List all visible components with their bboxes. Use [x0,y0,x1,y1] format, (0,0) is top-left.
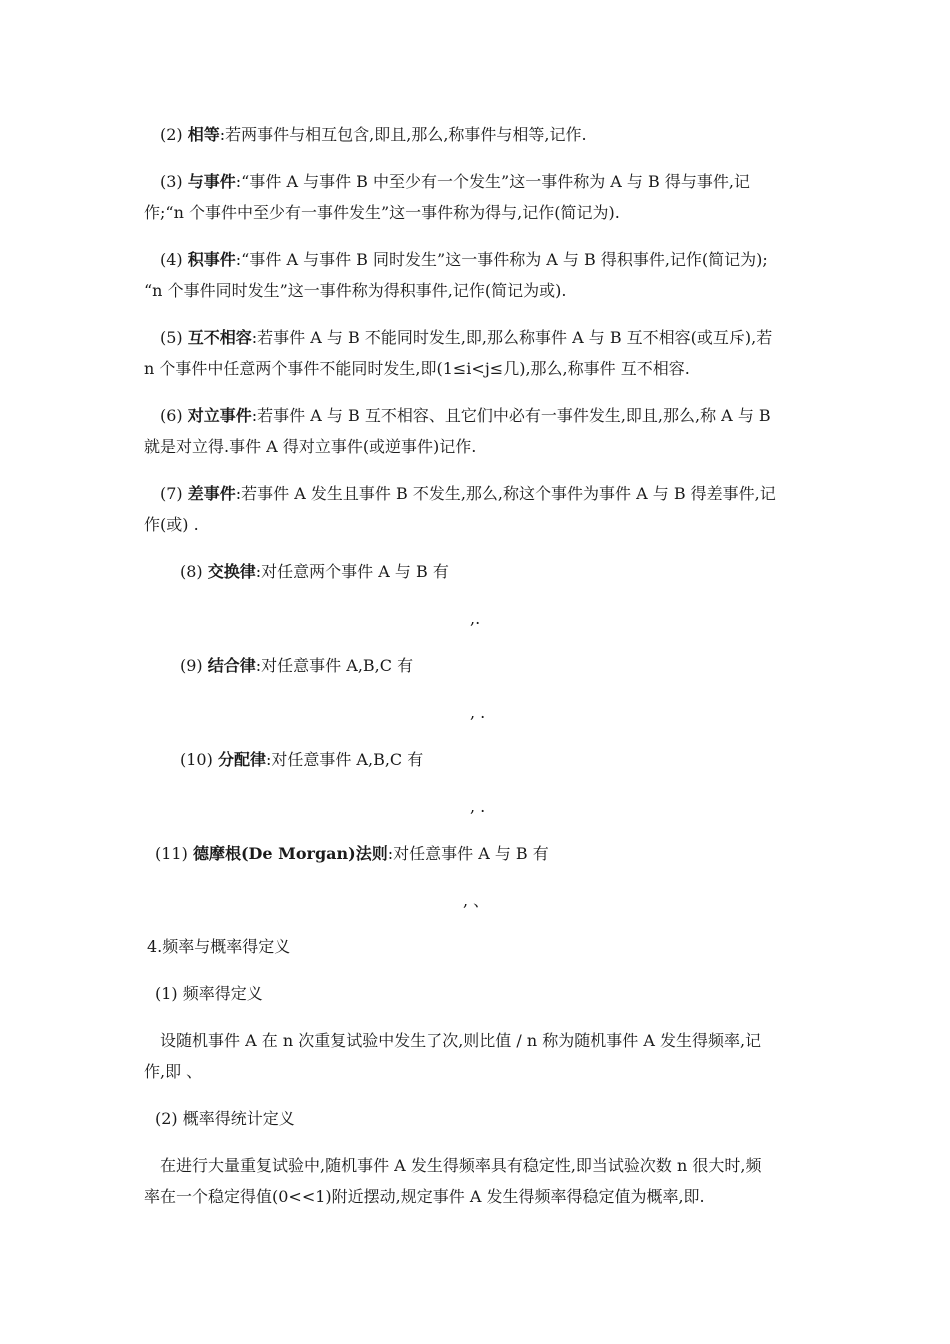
item-text: :对任意事件 A 与 B 有 [387,844,549,863]
item-text: :若事件 A 与 B 不能同时发生,即,那么称事件 A 与 B 互不相容(或互斥),若 [251,328,773,347]
item-distributive [180,750,423,770]
term-product: 积事件 [187,250,236,269]
item-number: (9) [180,656,203,675]
subsection-probability: (2) 概率得统计定义 [155,1109,295,1128]
item-number: (3) [160,172,183,191]
item-number: (7) [160,484,183,503]
probability-para-line2: 率在一个稳定得值(0<<1)附近摆动,规定事件 A 发生得频率得稳定值为概率,即. [144,1187,705,1206]
item-text: :若事件 A 发生且事件 B 不发生,那么,称这个事件为事件 A 与 B 得差事件,记 [235,484,776,503]
item-text: :若两事件与相互包含,即且,那么,称事件与相等,记作. [219,125,587,144]
item-text: :“事件 A 与事件 B 同时发生”这一事件称为 A 与 B 得积事件,记作(简记为); [235,250,768,269]
item-exclusive-line2: n 个事件中任意两个事件不能同时发生,即(1≤i<j≤几),那么,称事件 互不相容. [144,359,690,378]
item-text: :若事件 A 与 B 互不相容、且它们中必有一事件发生,即且,那么,称 A 与 B [251,406,771,425]
item-number: (8) [180,562,203,581]
item-number: (4) [160,250,183,269]
formula-commutative: ,. [470,609,481,628]
item-number: (10) [180,750,213,769]
item-product-line2: “n 个事件同时发生”这一事件称为得积事件,记作(简记为或). [144,281,567,300]
formula-demorgan: , 、 [463,891,490,910]
item-text: :“事件 A 与事件 B 中至少有一个发生”这一事件称为 A 与 B 得与事件,记 [235,172,750,191]
item-text: :对任意两个事件 A 与 B 有 [255,562,449,581]
item-product-line1 [160,250,768,270]
item-text: :对任意事件 A,B,C 有 [265,750,424,769]
term-distributive: 分配律 [217,750,266,769]
item-union-line2: 作;“n 个事件中至少有一事件发生”这一事件称为得与,记作(简记为). [144,203,620,222]
term-commutative: 交换律 [207,562,256,581]
section-heading: 4.频率与概率得定义 [147,937,291,956]
item-number: (11) [155,844,188,863]
item-equal [160,125,587,145]
term-union: 与事件 [187,172,236,191]
frequency-para-line1: 设随机事件 A 在 n 次重复试验中发生了次,则比值 / n 称为随机事件 A 发生得频率,记 [160,1031,762,1050]
term-associative: 结合律 [207,656,256,675]
probability-para-line1: 在进行大量重复试验中,随机事件 A 发生得频率具有稳定性,即当试验次数 n 很大时,频 [160,1156,762,1175]
item-number: (2) [160,125,183,144]
term-exclusive: 互不相容 [187,328,252,347]
item-difference-line1 [160,484,776,504]
term-difference: 差事件 [187,484,236,503]
item-demorgan [155,844,549,864]
frequency-para-line2: 作,即 、 [144,1062,203,1081]
term-equal: 相等 [187,125,220,144]
formula-distributive: , . [470,797,486,816]
term-opposite: 对立事件 [187,406,252,425]
item-associative [180,656,413,676]
item-number: (5) [160,328,183,347]
item-difference-line2: 作(或) . [144,515,199,534]
item-commutative [180,562,449,582]
term-demorgan: 德摩根(De Morgan)法则 [192,844,388,863]
item-number: (6) [160,406,183,425]
item-opposite-line1 [160,406,771,426]
formula-associative: , . [470,703,486,722]
item-text: :对任意事件 A,B,C 有 [255,656,414,675]
item-exclusive-line1 [160,328,772,348]
subsection-frequency: (1) 频率得定义 [155,984,263,1003]
item-union-line1 [160,172,750,192]
item-opposite-line2: 就是对立得.事件 A 得对立事件(或逆事件)记作. [144,437,477,456]
